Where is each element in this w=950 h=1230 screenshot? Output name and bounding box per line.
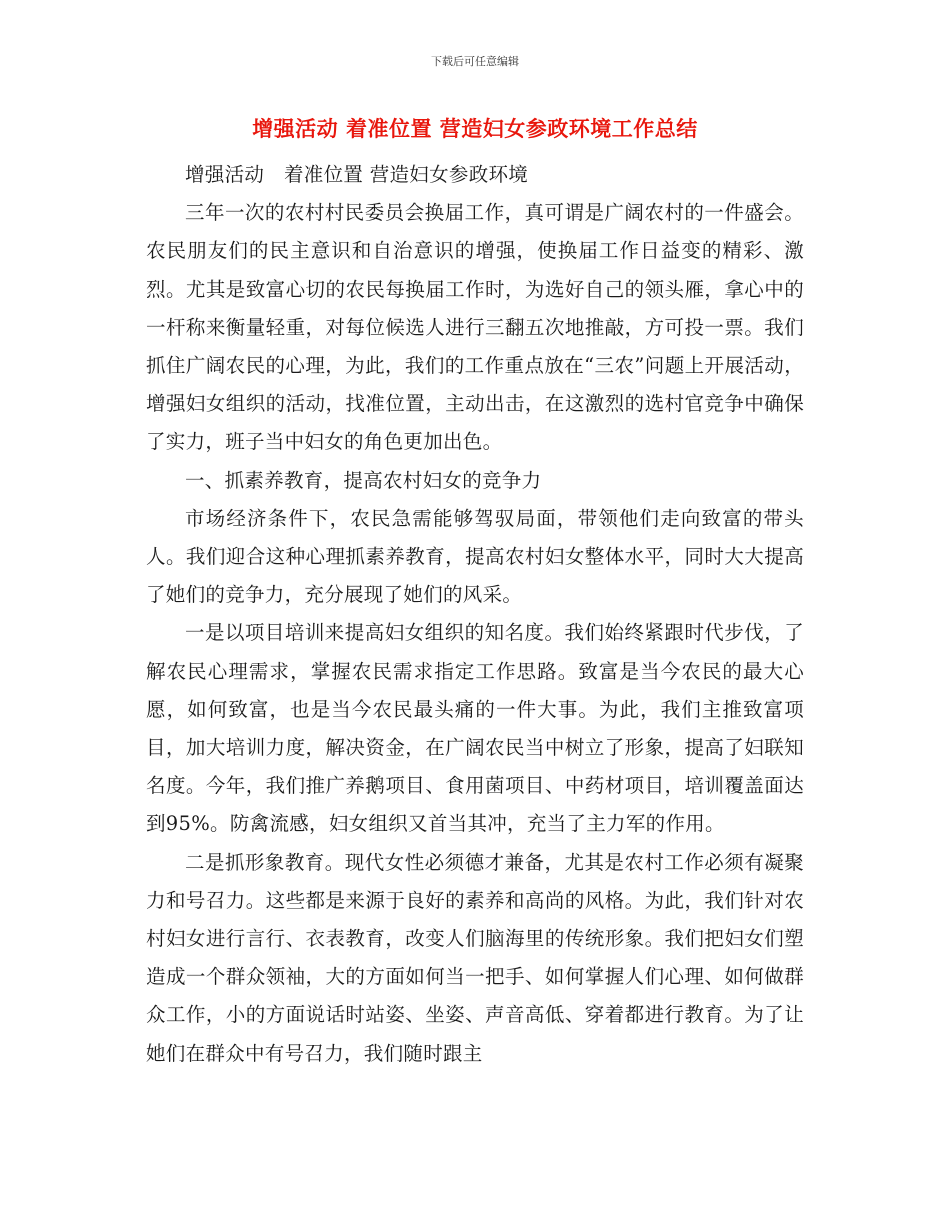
header-note: 下载后可任意编辑 [431,55,519,68]
paragraph: 一是以项目培训来提高妇女组织的知名度。我们始终紧跟时代步伐，了解农民心理需求，掌握农民需求指定工作思路。致富是当今农民的最大心愿，如何致富，也是当今农民最头痛的一件大事。为此，我们主推致富项目，加大培训力度，解决资金，在广阔农民当中树立了形象，提高了妇联知名度。今年，我们推广养鹅项目、食用菌项目、中药材项目，培训覆盖面达到95%。防禽流感，妇女组织又首当其冲，充当了主力军的作用。 [146,621,804,836]
document-title: 增强活动 着准位置 营造妇女参政环境工作总结 [252,117,698,141]
paragraph-subtitle: 增强活动 着准位置 营造妇女参政环境 [185,163,529,186]
section-heading: 一、抓素养教育，提高农村妇女的竞争力 [185,468,542,492]
paragraph: 三年一次的农村村民委员会换届工作，真可谓是广阔农村的一件盛会。农民朋友们的民主意识和自治意识的增强，使换届工作日益变的精彩、激烈。尤其是致富心切的农民每换届工作时，为选好自己的领头雁，拿心中的一杆称来衡量轻重，对每位候选人进行三翻五次地推敲，方可投一票。我们抓住广阔农民的心理，为此，我们的工作重点放在“三农”问题上开展活动，增强妇女组织的活动，找准位置，主动出击，在这激烈的选村官竞争中确保了实力，班子当中妇女的角色更加出色。 [146,201,804,454]
document-body [146,156,804,1073]
paragraph: 二是抓形象教育。现代女性必须德才兼备，尤其是农村工作必须有凝聚力和号召力。这些都是来源于良好的素养和高尚的风格。为此，我们针对农村妇女进行言行、衣表教育，改变人们脑海里的传统形象。我们把妇女们塑造成一个群众领袖，大的方面如何当一把手、如何掌握人们心理、如何做群众工作，小的方面说话时站姿、坐姿、声音高低、穿着都进行教育。为了让她们在群众中有号召力，我们随时跟主 [146,850,804,1065]
paragraph: 市场经济条件下，农民急需能够驾驭局面，带领他们走向致富的带头人。我们迎合这种心理抓素养教育，提高农村妇女整体水平，同时大大提高了她们的竞争力，充分展现了她们的风采。 [146,506,804,607]
